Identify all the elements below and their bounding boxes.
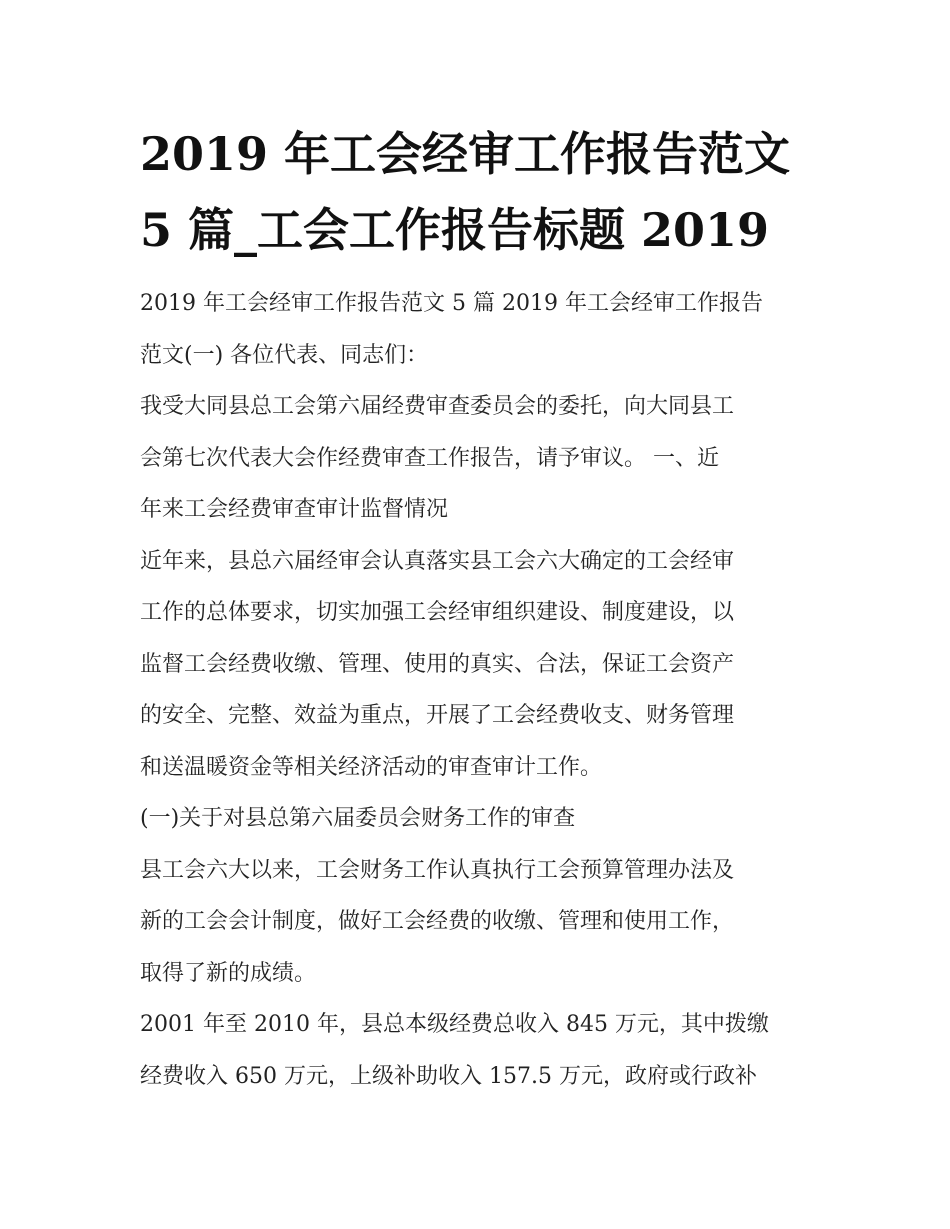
- body-line: 和送温暖资金等相关经济活动的审查审计工作。: [140, 754, 603, 780]
- body-line: 新的工会会计制度，做好工会经费的收缴、管理和使用工作，: [140, 909, 735, 934]
- title-line-1: 2019 年工会经审工作报告范文: [140, 127, 791, 181]
- title-line-2: 5 篇_工会工作报告标题 2019: [140, 203, 770, 257]
- document-title: [140, 116, 820, 268]
- document-body: [140, 278, 812, 1102]
- body-line: 2019 年工会经审工作报告范文 5 篇 2019 年工会经审工作报告: [140, 291, 763, 316]
- body-line: 监督工会经费收缴、管理、使用的真实、合法，保证工会资产: [140, 651, 735, 677]
- body-line: 范文(一) 各位代表、同志们：: [140, 342, 429, 368]
- body-line: 县工会六大以来，工会财务工作认真执行工会预算管理办法及: [140, 857, 735, 883]
- body-line: 会第七次代表大会作经费审查工作报告，请予审议。 一、近: [140, 445, 719, 471]
- body-line: 经费收入 650 万元，上级补助收入 157.5 万元，政府或行政补: [140, 1063, 757, 1089]
- body-line: (一)关于对县总第六届委员会财务工作的审查: [140, 806, 576, 831]
- body-line: 2001 年至 2010 年，县总本级经费总收入 845 万元，其中拨缴: [140, 1012, 769, 1037]
- body-line: 工作的总体要求，切实加强工会经审组织建设、制度建设，以: [140, 600, 735, 625]
- body-line: 取得了新的成绩。: [140, 960, 317, 986]
- body-line: 近年来，县总六届经审会认真落实县工会六大确定的工会经审: [140, 548, 735, 574]
- body-line: 的安全、完整、效益为重点，开展了工会经费收支、财务管理: [140, 703, 735, 728]
- body-line: 我受大同县总工会第六届经费审查委员会的委托，向大同县工: [140, 394, 735, 419]
- body-line: 年来工会经费审查审计监督情况: [140, 497, 449, 522]
